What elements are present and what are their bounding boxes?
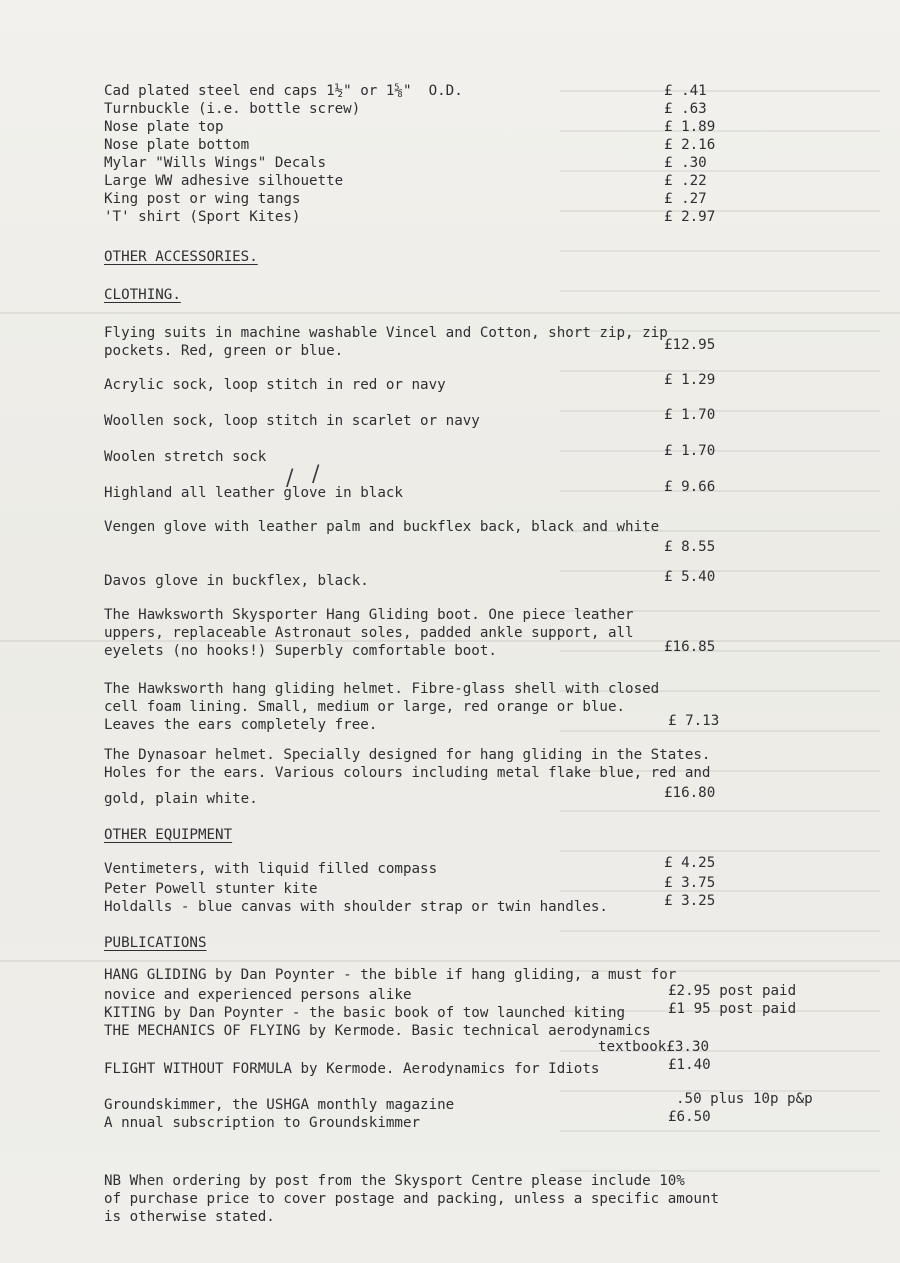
item-description: uppers, replaceable Astronaut soles, padded ankle support, all <box>104 625 634 641</box>
footnote-text: of purchase price to cover postage and packing, unless a specific amount <box>104 1191 719 1207</box>
item-price: £ 1.70 <box>664 443 716 459</box>
section-heading-publications: PUBLICATIONS <box>104 935 207 951</box>
section-heading-other-equipment: OTHER EQUIPMENT <box>104 827 233 843</box>
item-price: £16.80 <box>664 785 716 801</box>
publication-description: novice and experienced persons alike <box>104 987 412 1003</box>
paper-fold <box>0 312 900 314</box>
item-description: pockets. Red, green or blue. <box>104 343 344 359</box>
item-price: £ 9.66 <box>664 479 716 495</box>
list-item: Peter Powell stunter kite <box>104 881 318 897</box>
publication-price: £2.95 post paid <box>668 983 797 999</box>
list-item: King post or wing tangs <box>104 191 301 207</box>
list-item: 'T' shirt (Sport Kites) <box>104 209 301 225</box>
item-description: The Hawksworth hang gliding helmet. Fibre-glass shell with closed <box>104 681 660 697</box>
item-price: £ 5.40 <box>664 569 716 585</box>
publication-description: A nnual subscription to Groundskimmer <box>104 1115 421 1131</box>
list-item: Cad plated steel end caps 1½" or 1⅝" O.D. <box>104 83 463 99</box>
item-description: The Dynasoar helmet. Specially designed for hang gliding in the States. <box>104 747 711 763</box>
item-price: £ 1.89 <box>664 119 716 135</box>
publication-description: HANG GLIDING by Dan Poynter - the bible if hang gliding, a must for <box>104 967 677 983</box>
list-item: Mylar "Wills Wings" Decals <box>104 155 327 171</box>
list-item: Nose plate top <box>104 119 224 135</box>
item-description: Woollen sock, loop stitch in scarlet or navy <box>104 413 480 429</box>
item-price: £ 2.16 <box>664 137 716 153</box>
item-price: £ 4.25 <box>664 855 716 871</box>
publication-description: THE MECHANICS OF FLYING by Kermode. Basic technical aerodynamics <box>104 1023 651 1039</box>
item-price: £ .30 <box>664 155 707 171</box>
item-price: £ 1.29 <box>664 372 716 388</box>
paper-fold <box>0 960 900 962</box>
footnote-text: NB When ordering by post from the Skysport Centre please include 10% <box>104 1173 685 1189</box>
publication-price: textbook£3.30 <box>598 1039 710 1055</box>
item-description: eyelets (no hooks!) Superbly comfortable boot. <box>104 643 497 659</box>
item-description: cell foam lining. Small, medium or large, red orange or blue. <box>104 699 626 715</box>
item-description: Holes for the ears. Various colours including metal flake blue, red and <box>104 765 711 781</box>
item-price: £ 3.75 <box>664 875 716 891</box>
publication-price: .50 plus 10p p&p <box>676 1091 813 1107</box>
item-price: £ .63 <box>664 101 707 117</box>
item-description: Woolen stretch sock <box>104 449 267 465</box>
publication-price: £6.50 <box>668 1109 711 1125</box>
item-price: £ 3.25 <box>664 893 716 909</box>
handwritten-mark: / <box>312 462 320 487</box>
list-item: Turnbuckle (i.e. bottle screw) <box>104 101 361 117</box>
item-price: £ 2.97 <box>664 209 716 225</box>
item-description: Leaves the ears completely free. <box>104 717 378 733</box>
item-price: £16.85 <box>664 639 716 655</box>
section-heading-other-accessories: OTHER ACCESSORIES. <box>104 249 258 265</box>
publication-description: FLIGHT WITHOUT FORMULA by Kermode. Aerodynamics for Idiots <box>104 1061 600 1077</box>
item-description: Acrylic sock, loop stitch in red or navy <box>104 377 446 393</box>
item-price: £ 8.55 <box>664 539 716 555</box>
item-description: Davos glove in buckflex, black. <box>104 573 369 589</box>
list-item: Ventimeters, with liquid filled compass <box>104 861 438 877</box>
item-description: The Hawksworth Skysporter Hang Gliding boot. One piece leather <box>104 607 634 623</box>
publication-description: Groundskimmer, the USHGA monthly magazine <box>104 1097 455 1113</box>
list-item: Large WW adhesive silhouette <box>104 173 344 189</box>
list-item: Nose plate bottom <box>104 137 250 153</box>
item-description: gold, plain white. <box>104 791 258 807</box>
item-description: Flying suits in machine washable Vincel and Cotton, short zip, zip <box>104 325 668 341</box>
list-item: Holdalls - blue canvas with shoulder strap or twin handles. <box>104 899 608 915</box>
footnote-text: is otherwise stated. <box>104 1209 275 1225</box>
section-heading-clothing: CLOTHING. <box>104 287 181 303</box>
item-description: Vengen glove with leather palm and buckflex back, black and white <box>104 519 660 535</box>
item-description: Highland all leather glove in black <box>104 485 403 501</box>
handwritten-mark: / <box>286 466 294 491</box>
item-price: £ .41 <box>664 83 707 99</box>
publication-price: £1.40 <box>668 1057 711 1073</box>
item-price: £ .27 <box>664 191 707 207</box>
publication-price: £1 95 post paid <box>668 1001 797 1017</box>
item-price: £12.95 <box>664 337 716 353</box>
publication-description: KITING by Dan Poynter - the basic book of tow launched kiting <box>104 1005 626 1021</box>
item-price: £ 7.13 <box>668 713 720 729</box>
item-price: £ .22 <box>664 173 707 189</box>
item-price: £ 1.70 <box>664 407 716 423</box>
